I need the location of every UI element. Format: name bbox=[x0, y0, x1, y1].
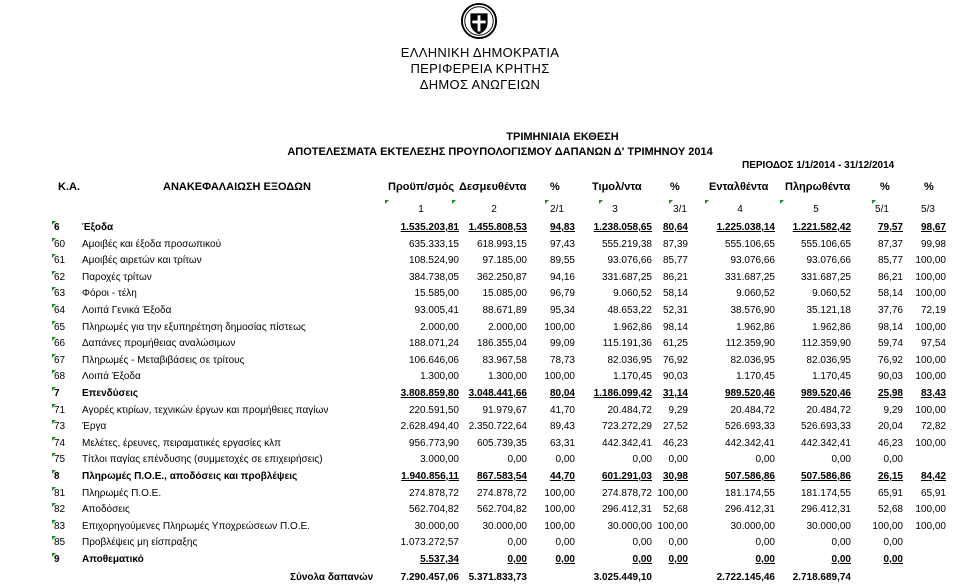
row-name: Έξοδα bbox=[82, 222, 114, 233]
row-value: 100,00 bbox=[915, 271, 946, 283]
row-value: 63,31 bbox=[549, 437, 575, 449]
row-value: 115.191,36 bbox=[602, 338, 652, 350]
row-value: 100,00 bbox=[872, 520, 903, 532]
row-value: 1.170,45 bbox=[613, 371, 652, 383]
row-value: 1.186.099,42 bbox=[593, 388, 652, 399]
row-value: 2.628.494,40 bbox=[400, 421, 459, 433]
row-value: 0,00 bbox=[831, 537, 851, 549]
row-code: 81 bbox=[54, 487, 66, 499]
row-value: 85,77 bbox=[662, 255, 688, 267]
column-header: Κ.Α. bbox=[58, 181, 80, 193]
row-value: 65,91 bbox=[920, 487, 946, 499]
row-code: 82 bbox=[54, 504, 66, 516]
column-header: Προϋπ/σμός bbox=[388, 181, 455, 193]
row-value: 52,68 bbox=[662, 504, 688, 516]
row-code: 67 bbox=[54, 354, 66, 366]
row-value: 20,04 bbox=[877, 421, 903, 433]
report-subtitle: ΑΠΟΤΕΛΕΣΜΑΤΑ ΕΚΤΕΛΕΣΗΣ ΠΡΟΥΠΟΛΟΓΙΣΜΟΥ ΔΑΠΑΝΩΝ Δ' ΤΡΙΜΗΝΟΥ 2014 bbox=[287, 146, 713, 158]
column-header: Δεσμευθέντα bbox=[459, 181, 527, 193]
row-value: 82.036,95 bbox=[806, 354, 851, 366]
row-value: 58,14 bbox=[662, 288, 688, 300]
row-value: 1.221.582,42 bbox=[792, 222, 851, 233]
row-code: 68 bbox=[54, 371, 66, 383]
row-value: 86,21 bbox=[877, 271, 903, 283]
row-value: 562.704,82 bbox=[408, 504, 459, 516]
row-value: 1.962,86 bbox=[812, 321, 851, 333]
row-value: 0,00 bbox=[668, 537, 688, 549]
row-value: 72,82 bbox=[920, 421, 946, 433]
row-value: 296.412,31 bbox=[800, 504, 851, 516]
row-value: 95,34 bbox=[549, 305, 575, 316]
row-value: 507.586,86 bbox=[800, 471, 851, 482]
row-value: 93.005,41 bbox=[414, 305, 459, 316]
row-code: 75 bbox=[54, 454, 66, 466]
row-value: 9,29 bbox=[668, 404, 688, 416]
row-value: 274.878,72 bbox=[408, 487, 459, 499]
totals-value: 2.722.145,46 bbox=[716, 571, 775, 583]
row-value: 30.000,00 bbox=[482, 520, 527, 532]
row-value: 331.687,25 bbox=[601, 271, 652, 283]
row-name: Έργα bbox=[82, 421, 107, 433]
row-value: 100,00 bbox=[544, 520, 575, 532]
row-value: 0,00 bbox=[755, 454, 775, 466]
row-value: 65,91 bbox=[877, 487, 903, 499]
row-value: 38.576,90 bbox=[730, 305, 775, 316]
row-value: 93.076,66 bbox=[730, 255, 775, 267]
row-code: 63 bbox=[54, 288, 66, 300]
row-value: 20.484,72 bbox=[730, 404, 775, 416]
row-value: 274.878,72 bbox=[476, 487, 527, 499]
row-value: 526.693,33 bbox=[724, 421, 775, 433]
row-value: 0,00 bbox=[555, 537, 575, 549]
row-value: 331.687,25 bbox=[800, 271, 851, 283]
row-name: Παροχές τρίτων bbox=[82, 271, 152, 283]
row-value: 100,00 bbox=[544, 321, 575, 333]
row-value: 100,00 bbox=[915, 404, 946, 416]
report-period: ΠΕΡΙΟΔΟΣ 1/1/2014 - 31/12/2014 bbox=[742, 160, 895, 171]
row-value: 46,23 bbox=[877, 437, 903, 449]
row-value: 87,37 bbox=[877, 238, 903, 250]
cell-comment-marker-icon bbox=[780, 200, 784, 204]
row-value: 1.073.272,57 bbox=[400, 537, 459, 549]
row-value: 274.878,72 bbox=[601, 487, 652, 499]
row-value: 83.967,58 bbox=[482, 354, 527, 366]
column-number: 2 bbox=[491, 204, 497, 215]
row-value: 100,00 bbox=[915, 520, 946, 532]
row-code: 7 bbox=[54, 388, 60, 399]
row-value: 83,43 bbox=[920, 388, 946, 399]
row-value: 9.060,52 bbox=[613, 288, 652, 300]
row-value: 0,00 bbox=[668, 554, 688, 565]
row-value: 1.962,86 bbox=[613, 321, 652, 333]
row-value: 80,64 bbox=[662, 222, 688, 233]
row-value: 555.219,38 bbox=[601, 238, 652, 250]
row-value: 1.940.856,11 bbox=[401, 471, 459, 482]
column-number: 3/1 bbox=[673, 204, 687, 215]
row-value: 3.048.441,66 bbox=[468, 388, 527, 399]
row-value: 362.250,87 bbox=[476, 271, 527, 283]
row-value: 100,00 bbox=[915, 354, 946, 366]
column-number: 5/1 bbox=[875, 204, 889, 215]
row-value: 93.076,66 bbox=[607, 255, 652, 267]
row-name: Πληρωμές - Μεταβιβάσεις σε τρίτους bbox=[82, 354, 245, 366]
cell-comment-marker-icon bbox=[705, 200, 709, 204]
row-name: Τίτλοι παγίας επένδυσης (συμμετοχές σε επιχειρήσεις) bbox=[82, 454, 323, 466]
column-number: 2/1 bbox=[550, 204, 564, 215]
row-name: Λοιπά Γενικά Έξοδα bbox=[82, 305, 172, 316]
row-value: 2.000,00 bbox=[420, 321, 459, 333]
row-value: 96,79 bbox=[549, 288, 575, 300]
row-value: 0,00 bbox=[632, 537, 652, 549]
row-value: 100,00 bbox=[915, 437, 946, 449]
row-value: 15.085,00 bbox=[482, 288, 527, 300]
row-value: 59,74 bbox=[877, 338, 903, 350]
row-name: Αποδόσεις bbox=[82, 504, 130, 516]
row-value: 61,25 bbox=[662, 338, 688, 350]
column-header: % bbox=[880, 181, 890, 193]
row-value: 25,98 bbox=[877, 388, 903, 399]
row-name: Επιχορηγούμενες Πληρωμές Υποχρεώσεων Π.Ο.Ε. bbox=[82, 520, 310, 532]
row-value: 35.121,18 bbox=[806, 305, 851, 316]
row-value: 85,77 bbox=[877, 255, 903, 267]
row-value: 0,00 bbox=[883, 537, 903, 549]
row-value: 555.106,65 bbox=[724, 238, 775, 250]
row-value: 181.174,55 bbox=[800, 487, 851, 499]
row-code: 66 bbox=[54, 338, 66, 350]
row-value: 31,14 bbox=[662, 388, 688, 399]
row-value: 79,57 bbox=[877, 222, 903, 233]
column-header: ΑΝΑΚΕΦΑΛΑΙΩΣΗ ΕΞΟΔΩΝ bbox=[163, 181, 311, 193]
row-value: 90,03 bbox=[662, 371, 688, 383]
row-value: 9.060,52 bbox=[812, 288, 851, 300]
column-number: 5 bbox=[813, 204, 819, 215]
row-name: Επενδύσεις bbox=[82, 388, 139, 399]
row-value: 90,03 bbox=[877, 371, 903, 383]
row-value: 15.585,00 bbox=[414, 288, 459, 300]
row-value: 605.739,35 bbox=[476, 437, 527, 449]
row-value: 20.484,72 bbox=[607, 404, 652, 416]
row-value: 41,70 bbox=[549, 404, 575, 416]
row-code: 60 bbox=[54, 238, 66, 250]
row-name: Αμοιβές αιρετών και τρίτων bbox=[82, 255, 202, 267]
report-title: ΤΡΙΜΗΝΙΑΙΑ ΕΚΘΕΣΗ bbox=[506, 131, 619, 143]
row-name: Μελέτες, έρευνες, πειραματικές εργασίες κλπ bbox=[82, 437, 282, 449]
row-value: 46,23 bbox=[662, 437, 688, 449]
column-number: 1 bbox=[418, 204, 424, 215]
row-value: 1.455.808,53 bbox=[468, 222, 527, 233]
row-value: 94,83 bbox=[549, 222, 575, 233]
row-value: 112.359,90 bbox=[725, 338, 775, 350]
row-value: 27,52 bbox=[662, 421, 688, 433]
row-value: 723.272,29 bbox=[601, 421, 652, 433]
row-value: 5.537,34 bbox=[420, 554, 459, 565]
totals-value: 3.025.449,10 bbox=[593, 571, 652, 583]
column-number: 3 bbox=[612, 204, 618, 215]
row-value: 331.687,25 bbox=[724, 271, 775, 283]
row-name: Πληρωμές Π.Ο.Ε. bbox=[82, 487, 162, 499]
totals-label: Σύνολα δαπανών bbox=[290, 571, 374, 583]
column-header: Τιμολ/ντα bbox=[592, 181, 642, 193]
row-value: 0,00 bbox=[507, 454, 527, 466]
totals-value: 2.718.689,74 bbox=[792, 571, 851, 583]
row-value: 0,00 bbox=[831, 554, 851, 565]
column-header: % bbox=[670, 181, 680, 193]
row-value: 9,29 bbox=[883, 404, 903, 416]
row-code: 85 bbox=[54, 537, 66, 549]
row-value: 0,00 bbox=[831, 454, 851, 466]
row-value: 30.000,00 bbox=[806, 520, 851, 532]
row-value: 80,04 bbox=[549, 388, 575, 399]
row-value: 3.000,00 bbox=[420, 454, 459, 466]
row-name: Αποθεματικό bbox=[82, 554, 144, 565]
row-value: 9.060,52 bbox=[736, 288, 775, 300]
row-value: 37,76 bbox=[877, 305, 903, 316]
row-value: 3.808.859,80 bbox=[400, 388, 459, 399]
column-number: 5/3 bbox=[921, 204, 935, 215]
row-value: 384.738,05 bbox=[408, 271, 459, 283]
row-name: Πληρωμές Π.Ο.Ε., αποδόσεις και προβλέψεις bbox=[82, 471, 298, 482]
row-value: 108.524,90 bbox=[408, 255, 459, 267]
row-value: 97,54 bbox=[920, 338, 946, 350]
row-value: 88.671,89 bbox=[482, 305, 527, 316]
header-country: ΕΛΛΗΝΙΚΗ ΔΗΜΟΚΡΑΤΙΑ bbox=[400, 45, 560, 60]
row-value: 91.979,67 bbox=[482, 404, 527, 416]
row-value: 100,00 bbox=[657, 520, 688, 532]
row-code: 61 bbox=[54, 255, 66, 267]
row-value: 1.225.038,14 bbox=[716, 222, 775, 233]
column-header: Πληρωθέντα bbox=[785, 181, 851, 193]
row-value: 442.342,41 bbox=[800, 437, 851, 449]
row-value: 100,00 bbox=[544, 371, 575, 383]
row-value: 618.993,15 bbox=[476, 238, 527, 250]
row-value: 84,42 bbox=[920, 471, 946, 482]
row-value: 52,31 bbox=[662, 305, 688, 316]
row-value: 100,00 bbox=[915, 321, 946, 333]
row-value: 0,00 bbox=[883, 454, 903, 466]
row-value: 94,16 bbox=[549, 271, 575, 283]
row-value: 296.412,31 bbox=[724, 504, 775, 516]
row-value: 0,00 bbox=[632, 554, 652, 565]
row-value: 100,00 bbox=[915, 288, 946, 300]
row-value: 99,09 bbox=[549, 338, 575, 350]
row-code: 73 bbox=[54, 421, 66, 433]
row-value: 296.412,31 bbox=[601, 504, 652, 516]
row-value: 82.036,95 bbox=[730, 354, 775, 366]
column-header: Ενταλθέντα bbox=[709, 181, 769, 193]
row-value: 601.291,03 bbox=[601, 471, 652, 482]
row-value: 1.238.058,65 bbox=[593, 222, 652, 233]
row-value: 2.350.722,64 bbox=[468, 421, 527, 433]
row-value: 0,00 bbox=[755, 554, 775, 565]
row-code: 83 bbox=[54, 520, 66, 532]
row-value: 98,67 bbox=[920, 222, 946, 233]
row-value: 442.342,41 bbox=[724, 437, 775, 449]
row-value: 100,00 bbox=[544, 504, 575, 516]
row-value: 635.333,15 bbox=[408, 238, 459, 250]
row-value: 52,68 bbox=[877, 504, 903, 516]
totals-value: 5.371.833,73 bbox=[468, 571, 527, 583]
row-value: 100,00 bbox=[915, 255, 946, 267]
row-value: 100,00 bbox=[915, 504, 946, 516]
row-value: 76,92 bbox=[662, 354, 688, 366]
row-value: 26,15 bbox=[877, 471, 903, 482]
row-value: 0,00 bbox=[555, 454, 575, 466]
cell-comment-marker-icon bbox=[452, 200, 456, 204]
row-code: 65 bbox=[54, 321, 66, 333]
row-value: 30.000,00 bbox=[730, 520, 775, 532]
row-value: 99,98 bbox=[920, 238, 946, 250]
cell-comment-marker-icon bbox=[385, 200, 389, 204]
row-value: 956.773,90 bbox=[408, 437, 459, 449]
row-code: 9 bbox=[54, 554, 60, 565]
row-name: Δαπάνες προμήθειας αναλώσιμων bbox=[82, 338, 236, 350]
row-name: Αγορές κτιρίων, τεχνικών έργων και προμήθειες παγίων bbox=[82, 404, 329, 416]
row-value: 58,14 bbox=[877, 288, 903, 300]
row-value: 442.342,41 bbox=[601, 437, 652, 449]
row-value: 89,55 bbox=[549, 255, 575, 267]
row-value: 44,70 bbox=[549, 471, 575, 482]
row-value: 98,14 bbox=[662, 321, 688, 333]
row-value: 100,00 bbox=[657, 487, 688, 499]
row-value: 562.704,82 bbox=[476, 504, 527, 516]
row-name: Λοιπά Έξοδα bbox=[82, 371, 141, 383]
row-value: 0,00 bbox=[668, 454, 688, 466]
row-value: 1.170,45 bbox=[812, 371, 851, 383]
greek-coat-of-arms-icon bbox=[460, 2, 498, 40]
row-value: 181.174,55 bbox=[724, 487, 775, 499]
row-code: 62 bbox=[54, 271, 66, 283]
row-code: 74 bbox=[54, 437, 66, 449]
row-name: Προβλέψεις μη είσπραξης bbox=[82, 537, 198, 549]
row-value: 867.583,54 bbox=[476, 471, 527, 482]
row-value: 72,19 bbox=[920, 305, 946, 316]
row-code: 6 bbox=[54, 222, 60, 233]
row-value: 989.520,46 bbox=[800, 388, 851, 399]
row-value: 1.300,00 bbox=[420, 371, 459, 383]
row-value: 89,43 bbox=[549, 421, 575, 433]
row-value: 20.484,72 bbox=[806, 404, 851, 416]
row-name: Φόροι - τέλη bbox=[82, 288, 137, 300]
header-municipality: ΔΗΜΟΣ ΑΝΩΓΕΙΩΝ bbox=[419, 77, 541, 92]
column-header: % bbox=[924, 181, 934, 193]
column-number: 4 bbox=[737, 204, 743, 215]
row-value: 0,00 bbox=[555, 554, 575, 565]
row-value: 188.071,24 bbox=[408, 338, 459, 350]
row-value: 30.000,00 bbox=[414, 520, 459, 532]
row-value: 100,00 bbox=[544, 487, 575, 499]
row-code: 64 bbox=[54, 305, 66, 316]
header-region: ΠΕΡΙΦΕΡΕΙΑ ΚΡΗΤΗΣ bbox=[410, 61, 550, 76]
row-value: 106.646,06 bbox=[408, 354, 459, 366]
row-value: 48.653,22 bbox=[607, 305, 652, 316]
row-value: 76,92 bbox=[877, 354, 903, 366]
row-value: 30,98 bbox=[662, 471, 688, 482]
row-value: 0,00 bbox=[883, 554, 903, 565]
row-value: 87,39 bbox=[662, 238, 688, 250]
row-value: 526.693,33 bbox=[800, 421, 851, 433]
row-code: 8 bbox=[54, 471, 60, 482]
row-value: 507.586,86 bbox=[724, 471, 775, 482]
row-value: 82.036,95 bbox=[607, 354, 652, 366]
row-name: Αμοιβές και έξοδα προσωπικού bbox=[82, 238, 222, 250]
row-value: 1.535.203,81 bbox=[400, 222, 459, 233]
row-value: 0,00 bbox=[507, 537, 527, 549]
row-value: 2.000,00 bbox=[488, 321, 527, 333]
row-value: 0,00 bbox=[507, 554, 527, 565]
row-value: 30.000,00 bbox=[607, 520, 652, 532]
row-value: 186.355,04 bbox=[476, 338, 527, 350]
row-value: 989.520,46 bbox=[724, 388, 775, 399]
row-value: 0,00 bbox=[755, 537, 775, 549]
row-value: 78,73 bbox=[549, 354, 575, 366]
row-value: 220.591,50 bbox=[408, 404, 459, 416]
row-value: 1.170,45 bbox=[736, 371, 775, 383]
row-value: 0,00 bbox=[632, 454, 652, 466]
row-value: 97,43 bbox=[549, 238, 575, 250]
row-code: 71 bbox=[54, 404, 66, 416]
row-value: 555.106,65 bbox=[800, 238, 851, 250]
totals-value: 7.290.457,06 bbox=[400, 571, 459, 583]
column-header: % bbox=[550, 181, 560, 193]
row-value: 97.185,00 bbox=[482, 255, 527, 267]
row-name: Πληρωμές για την εξυπηρέτηση δημοσίας πίστεως bbox=[82, 321, 306, 333]
row-value: 98,14 bbox=[877, 321, 903, 333]
row-value: 1.962,86 bbox=[736, 321, 775, 333]
row-value: 112.359,90 bbox=[801, 338, 851, 350]
row-value: 100,00 bbox=[915, 371, 946, 383]
row-value: 1.300,00 bbox=[488, 371, 527, 383]
row-value: 93.076,66 bbox=[806, 255, 851, 267]
row-value: 86,21 bbox=[662, 271, 688, 283]
